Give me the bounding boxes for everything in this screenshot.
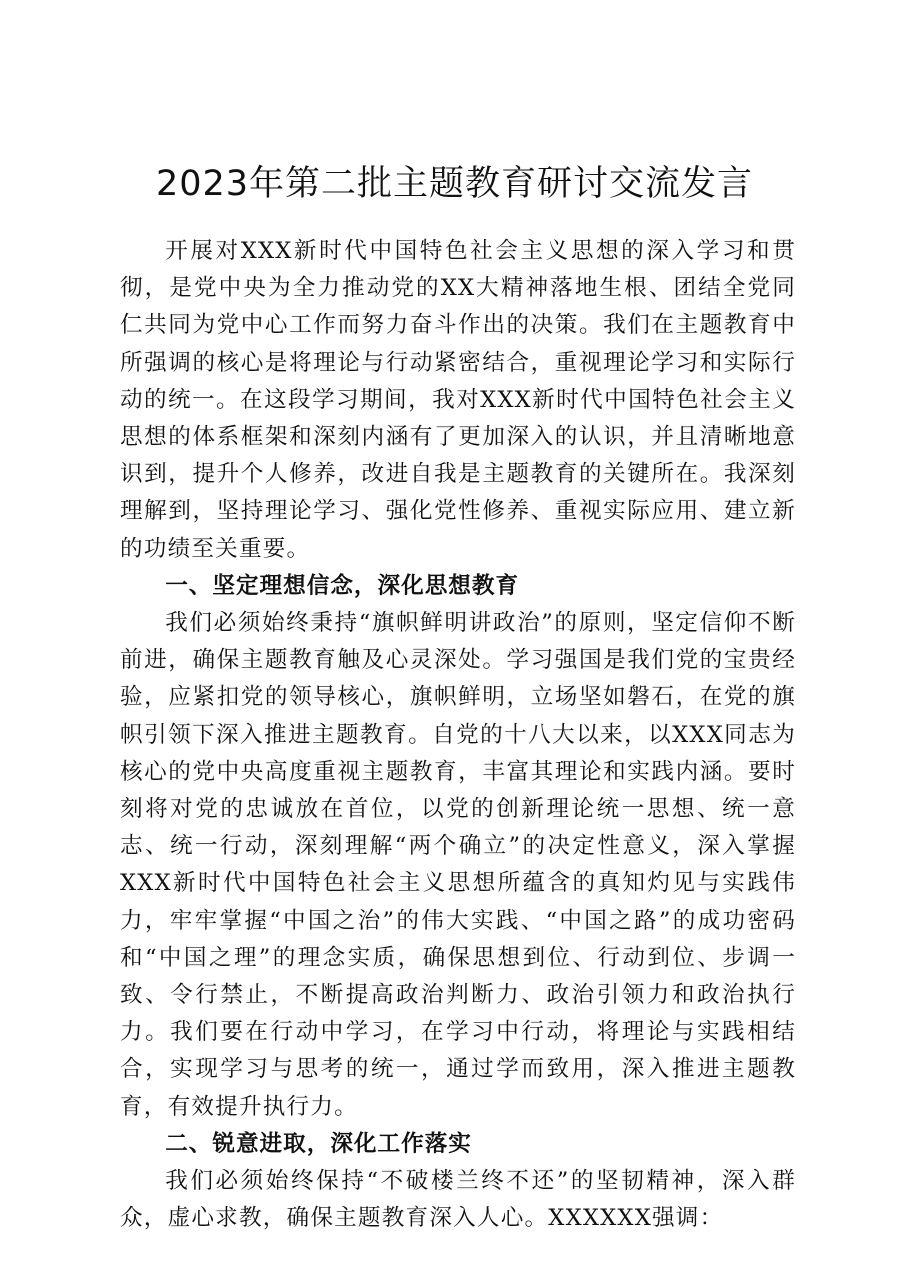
document-body (120, 233, 796, 1237)
intro-paragraph: 开展对XXX新时代中国特色社会主义思想的深入学习和贯彻，是党中央为全力推动党的XX大精神落地生根、团结全党同仁共同为党中心工作而努力奋斗作出的决策。我们在主题教育中所强调的核心是将理论与行动紧密结合，重视理论学习和实际行动的统一。在这段学习期间，我对XXX新时代中国特色社会主义思想的体系框架和深刻内涵有了更加深入的认识，并且清晰地意识到，提升个人修养，改进自我是主题教育的关键所在。我深刻理解到，坚持理论学习、强化党性修养、重视实际应用、建立新的功绩至关重要。 (120, 238, 796, 562)
section-2-paragraph: 我们必须始终保持“不破楼兰终不还”的坚韧精神，深入群众，虚心求教，确保主题教育深入人心。XXXXXX强调： (120, 1168, 796, 1232)
document-title: 2023年第二批主题教育研讨交流发言 (155, 164, 754, 204)
section-heading-2: 二、锐意进取，深化工作落实 (165, 1130, 472, 1157)
section-1-paragraph: 我们必须始终秉持“旗帜鲜明讲政治”的原则，坚定信仰不断前进，确保主题教育触及心灵深处。学习强国是我们党的宝贵经验，应紧扣党的领导核心，旗帜鲜明，立场坚如磐石，在党的旗帜引领下深入推进主题教育。自党的十八大以来，以XXX同志为核心的党中央高度重视主题教育，丰富其理论和实践内涵。要时刻将对党的忠诚放在首位，以党的创新理论统一思想、统一意志、统一行动，深刻理解“两个确立”的决定性意义，深入掌握XXX新时代中国特色社会主义思想所蕴含的真知灼见与实践伟力，牢牢掌握“中国之治”的伟大实践、“中国之路”的成功密码和“中国之理”的理念实质，确保思想到位、行动到位、步调一致、令行禁止，不断提高政治判断力、政治引领力和政治执行力。我们要在行动中学习，在学习中行动，将理论与实践相结合，实现学习与思考的统一，通过学而致用，深入推进主题教育，有效提升执行力。 (120, 610, 796, 1120)
section-heading-1: 一、坚定理想信念，深化思想教育 (165, 572, 520, 599)
